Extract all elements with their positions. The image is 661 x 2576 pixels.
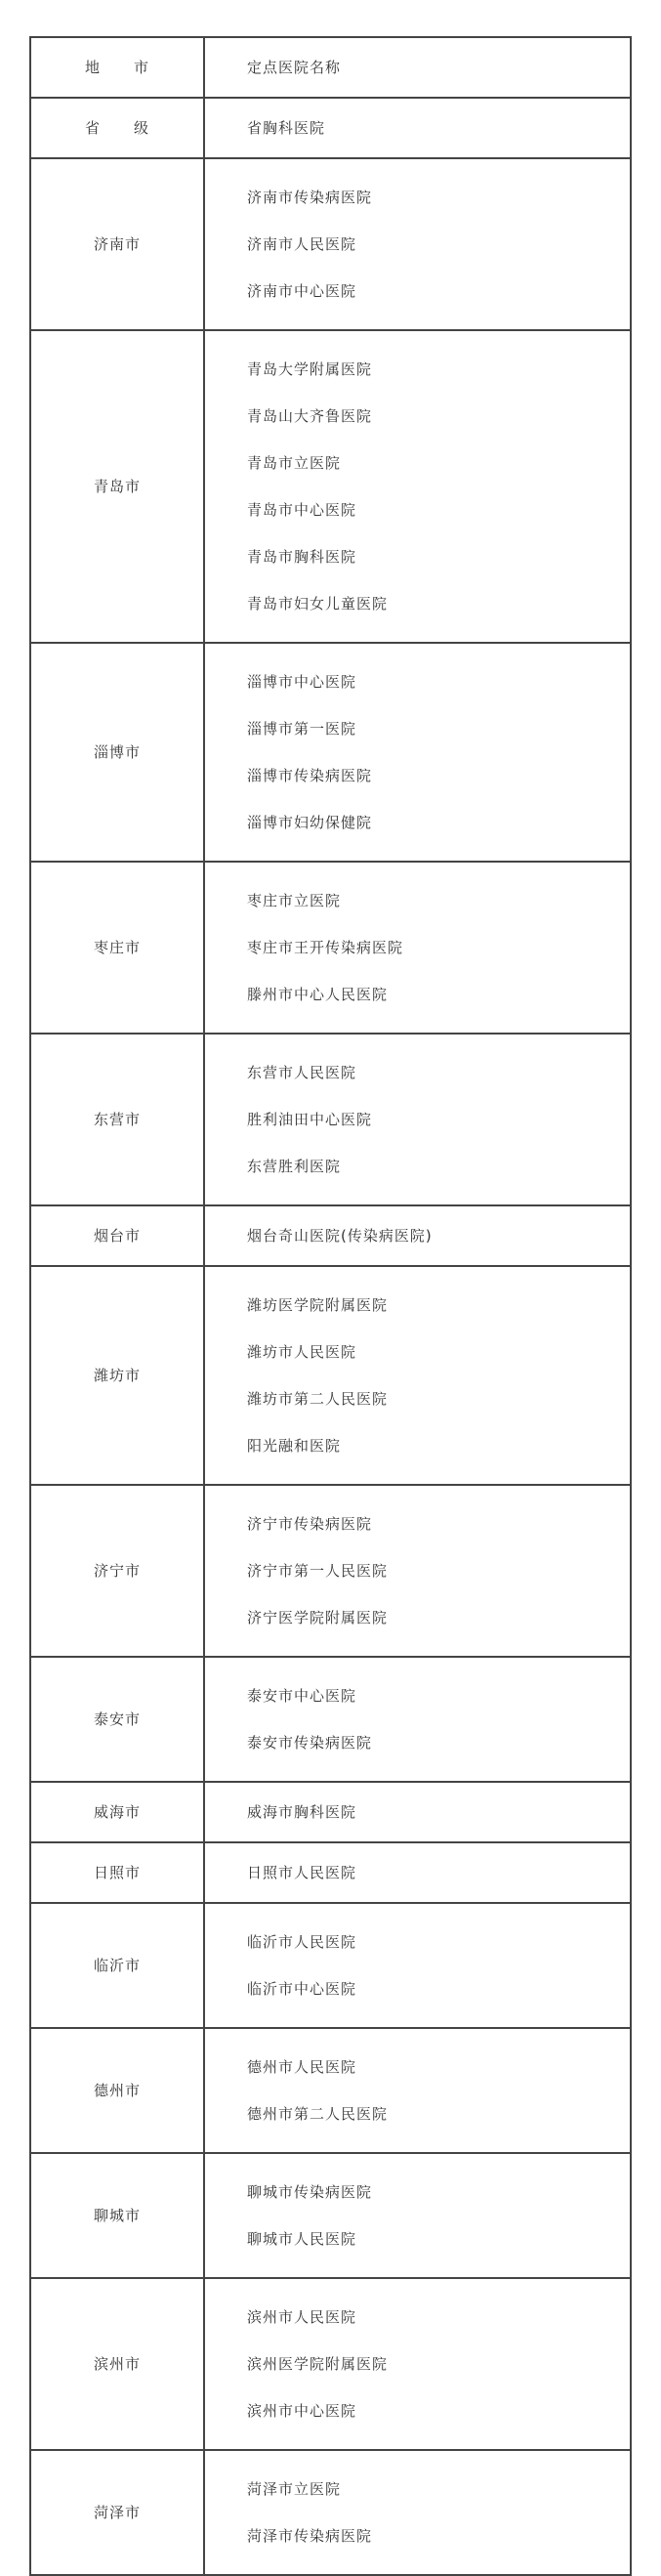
hospital-name: 临沂市人民医院 (247, 1933, 357, 1951)
table-row (30, 2153, 631, 2278)
hospital-name: 德州市第二人民医院 (247, 2105, 389, 2123)
hospital-cell (204, 1842, 631, 1903)
hospital-name: 济宁市第一人民医院 (247, 1562, 389, 1580)
hospital-name: 潍坊医学院附属医院 (247, 1296, 389, 1314)
hospital-name: 枣庄市立医院 (247, 892, 342, 909)
hospital-name: 滨州市中心医院 (247, 2402, 357, 2420)
city-name: 青岛市 (93, 478, 141, 495)
table-row (30, 1657, 631, 1782)
hospital-cell (204, 2450, 631, 2575)
hospital-name: 阳光融和医院 (247, 1437, 342, 1455)
hospital-cell (204, 1782, 631, 1842)
table-body (30, 37, 631, 2575)
city-cell (30, 1485, 204, 1657)
table-row (30, 643, 631, 862)
hospital-name: 青岛市中心医院 (247, 501, 357, 519)
city-cell (30, 1842, 204, 1903)
hospital-name: 泰安市传染病医院 (247, 1734, 373, 1752)
city-cell (30, 1205, 204, 1266)
hospital-cell (204, 330, 631, 643)
hospital-cell (204, 2153, 631, 2278)
city-cell (30, 1782, 204, 1842)
hospital-name: 泰安市中心医院 (247, 1687, 357, 1705)
header-hospital-label: 定点医院名称 (247, 59, 342, 76)
hospital-name: 济宁医学院附属医院 (247, 1609, 389, 1626)
hospital-name: 滨州医学院附属医院 (247, 2355, 389, 2373)
hospital-name: 淄博市传染病医院 (247, 767, 373, 784)
hospital-name: 威海市胸科医院 (247, 1803, 357, 1821)
table-row (30, 2028, 631, 2153)
city-cell (30, 2153, 204, 2278)
hospital-name: 青岛市妇女儿童医院 (247, 595, 389, 612)
hospital-name: 东营市人民医院 (247, 1064, 357, 1081)
hospital-cell (204, 1266, 631, 1485)
hospital-name: 淄博市妇幼保健院 (247, 814, 373, 831)
city-cell (30, 330, 204, 643)
hospital-name: 潍坊市人民医院 (247, 1343, 357, 1361)
hospital-cell (204, 862, 631, 1034)
table-row (30, 2450, 631, 2575)
table-row (30, 330, 631, 643)
city-name: 东营市 (93, 1111, 141, 1128)
hospital-name: 淄博市第一医院 (247, 720, 357, 738)
header-hospital-cell (204, 37, 631, 98)
hospital-name: 济南市人民医院 (247, 235, 357, 253)
hospital-name: 青岛山大齐鲁医院 (247, 407, 373, 425)
city-cell (30, 1903, 204, 2028)
hospital-cell (204, 2278, 631, 2450)
hospital-cell (204, 2028, 631, 2153)
hospital-name: 滨州市人民医院 (247, 2308, 357, 2326)
table-row (30, 1903, 631, 2028)
hospital-cell (204, 1903, 631, 2028)
hospital-cell (204, 1485, 631, 1657)
designated-hospital-table (29, 36, 632, 2576)
hospital-name: 青岛市立医院 (247, 454, 342, 472)
hospital-name: 胜利油田中心医院 (247, 1111, 373, 1128)
table-row (30, 862, 631, 1034)
hospital-name: 日照市人民医院 (247, 1864, 357, 1881)
table-row-provincial (30, 98, 631, 158)
city-cell (30, 1034, 204, 1205)
table-row (30, 1034, 631, 1205)
provincial-hospital-cell (204, 98, 631, 158)
city-cell (30, 2450, 204, 2575)
hospital-name: 济南市中心医院 (247, 282, 357, 300)
hospital-name: 济宁市传染病医院 (247, 1515, 373, 1533)
hospital-cell (204, 1034, 631, 1205)
hospital-name: 菏泽市传染病医院 (247, 2527, 373, 2545)
table-row (30, 2278, 631, 2450)
city-name: 济南市 (93, 235, 141, 253)
city-name: 日照市 (93, 1864, 141, 1881)
hospital-name: 淄博市中心医院 (247, 673, 357, 691)
hospital-name: 菏泽市立医院 (247, 2480, 342, 2498)
city-cell (30, 1657, 204, 1782)
header-city-char-2: 市 (134, 59, 150, 76)
provincial-char-2: 级 (134, 119, 150, 137)
city-name: 泰安市 (93, 1710, 141, 1728)
hospital-name: 烟台奇山医院(传染病医院) (247, 1227, 433, 1245)
hospital-name: 聊城市人民医院 (247, 2230, 357, 2248)
city-name: 烟台市 (93, 1227, 141, 1245)
table-row (30, 158, 631, 330)
header-city-char-1: 地 (84, 59, 101, 76)
hospital-name: 东营胜利医院 (247, 1158, 342, 1175)
table-row (30, 1205, 631, 1266)
city-name: 潍坊市 (93, 1367, 141, 1384)
hospital-name: 青岛市胸科医院 (247, 548, 357, 566)
hospital-name: 聊城市传染病医院 (247, 2183, 373, 2201)
city-cell (30, 2028, 204, 2153)
city-name: 临沂市 (93, 1957, 141, 1974)
header-city-cell (30, 37, 204, 98)
provincial-char-1: 省 (84, 119, 101, 137)
city-name: 威海市 (93, 1803, 141, 1821)
hospital-cell (204, 1657, 631, 1782)
city-name: 淄博市 (93, 743, 141, 761)
table-header-row (30, 37, 631, 98)
city-name: 济宁市 (93, 1562, 141, 1580)
city-cell (30, 643, 204, 862)
table-row (30, 1266, 631, 1485)
provincial-hospital-name: 省胸科医院 (247, 119, 326, 137)
hospital-name: 枣庄市王开传染病医院 (247, 939, 404, 956)
hospital-cell (204, 158, 631, 330)
city-name: 德州市 (93, 2082, 141, 2099)
city-cell (30, 158, 204, 330)
hospital-table-container (29, 36, 632, 2576)
city-cell (30, 862, 204, 1034)
city-name: 滨州市 (93, 2355, 141, 2373)
provincial-city-cell (30, 98, 204, 158)
city-name: 枣庄市 (93, 939, 141, 956)
city-name: 菏泽市 (93, 2504, 141, 2521)
hospital-name: 德州市人民医院 (247, 2058, 357, 2076)
table-row (30, 1782, 631, 1842)
city-name: 聊城市 (93, 2207, 141, 2224)
hospital-cell (204, 1205, 631, 1266)
hospital-name: 青岛大学附属医院 (247, 360, 373, 378)
table-row (30, 1842, 631, 1903)
hospital-name: 滕州市中心人民医院 (247, 986, 389, 1003)
hospital-name: 济南市传染病医院 (247, 189, 373, 206)
hospital-cell (204, 643, 631, 862)
city-cell (30, 1266, 204, 1485)
hospital-name: 潍坊市第二人民医院 (247, 1390, 389, 1408)
city-cell (30, 2278, 204, 2450)
table-row (30, 1485, 631, 1657)
hospital-name: 临沂市中心医院 (247, 1980, 357, 1998)
